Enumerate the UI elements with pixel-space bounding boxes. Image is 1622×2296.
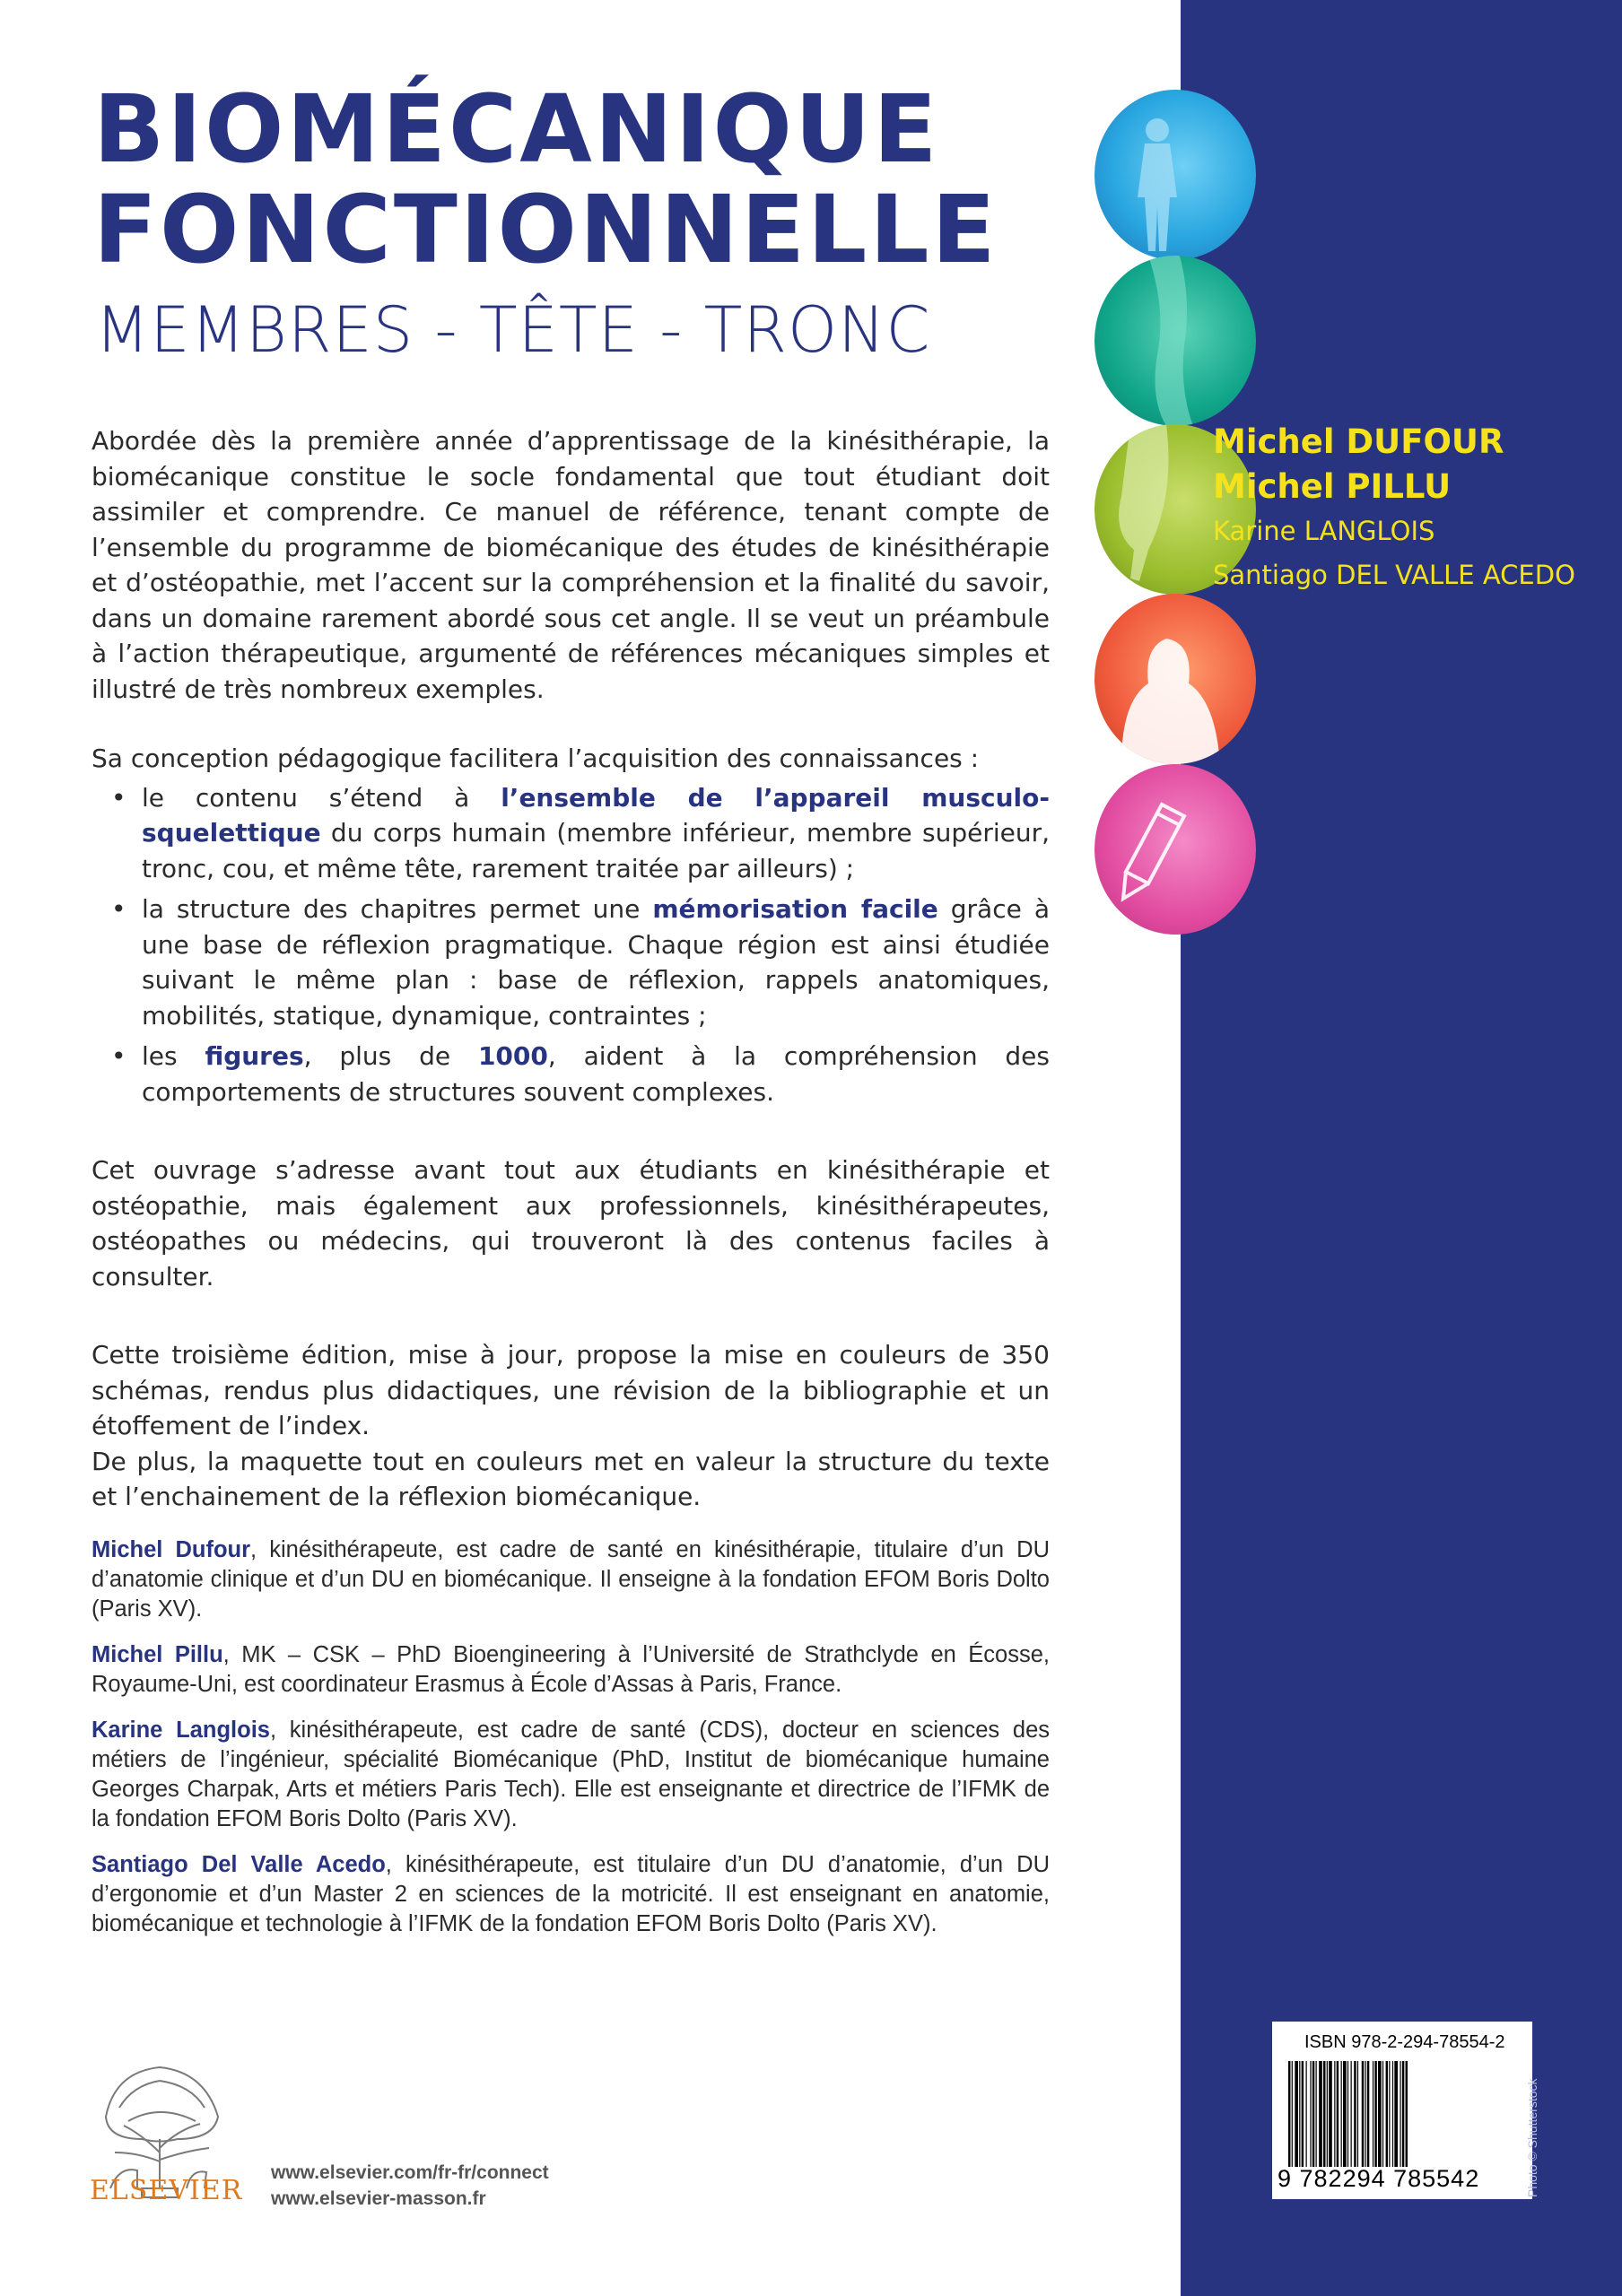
author-main: Michel DUFOUR xyxy=(1213,422,1504,461)
human-body-icon xyxy=(1094,90,1256,260)
description-paragraph-3: Cet ouvrage s’adresse avant tout aux étudiants en kinésithérapie et ostéopathie, mais également aux professionnels, kinésithérapeutes, ostéopathes ou médecins, qui trouveront là des contenus faciles à consulter. xyxy=(92,1155,1050,1292)
author-list xyxy=(1213,420,1575,597)
description xyxy=(92,423,1050,1515)
publisher-link[interactable]: www.elsevier.com/fr-fr/connect xyxy=(271,2162,549,2183)
book-title xyxy=(93,74,998,284)
bio-item: Michel Dufour, kinésithérapeute, est cadre de santé en kinésithérapie, titulaire d’un DU d’anatomie clinique et d’un DU en biomécanique. Il enseigne à la fondation EFOM Boris Dolto (Paris XV). xyxy=(92,1537,1051,1622)
author-main: Michel PILLU xyxy=(1213,467,1452,506)
barcode-box xyxy=(1272,2022,1532,2199)
pencil-circle-pink xyxy=(1094,764,1256,935)
feature-list xyxy=(92,780,1050,1110)
highlight: 1000 xyxy=(477,1041,548,1071)
head-icon xyxy=(1094,594,1256,764)
author-biographies xyxy=(92,1535,1050,1955)
isbn-label: ISBN 978-2-294-78554-2 xyxy=(1304,2032,1505,2052)
photo-credit: Photo © Shutterstock xyxy=(1525,2078,1539,2197)
bio-name: Michel Dufour xyxy=(92,1537,251,1562)
highlight: figures xyxy=(205,1041,304,1071)
author-secondary: Karine LANGLOIS xyxy=(1213,516,1435,546)
leg-icon xyxy=(1094,256,1256,426)
description-paragraph-4: Cette troisième édition, mise à jour, propose la mise en couleurs de 350 schémas, rendus plus didactiques, une révision de la bibliographie et un étoffement de l’index. xyxy=(92,1340,1050,1440)
title-line-2: FONCTIONNELLE xyxy=(93,175,998,284)
head-circle-orange xyxy=(1094,594,1256,764)
pencil-icon xyxy=(1094,764,1256,935)
description-paragraph-1: Abordée dès la première année d’apprentissage de la kinésithérapie, la biomécanique constitue le socle fondamental que tout étudiant doit assimiler et comprendre. Ce manuel de référence, tenant compte de l’ensemble du programme de biomécanique des études de kinésithérapie et d’ostéopathie, met l’accent sur la compréhension et la finalité du savoir, dans un domaine rarement abordé sous cet angle. Il se veut un préambule à l’action thérapeutique, argumenté de références mécaniques simples et illustré de très nombreux exemples. xyxy=(92,426,1050,704)
bio-name: Santiago Del Valle Acedo xyxy=(92,1852,386,1877)
ean-number: 9 782294 785542 xyxy=(1278,2165,1480,2192)
bio-name: Michel Pillu xyxy=(92,1642,223,1667)
bio-item: Santiago Del Valle Acedo, kinésithérapeute, est titulaire d’un DU d’anatomie, d’un DU d’ergonomie et d’un Master 2 en sciences de la motricité. Il est enseignant en anatomie, biomécanique et technologie à l’IFMK de la fondation EFOM Boris Dolto (Paris XV). xyxy=(92,1852,1050,1936)
description-paragraph-5: De plus, la maquette tout en couleurs met en valeur la structure du texte et l’enchainement de la réflexion biomécanique. xyxy=(92,1446,1050,1511)
author-secondary: Santiago DEL VALLE ACEDO xyxy=(1213,560,1575,590)
bio-item: Karine Langlois, kinésithérapeute, est cadre de santé (CDS), docteur en sciences des métiers de l’ingénieur, spécialité Biomécanique (PhD, Institut de biomécanique humaine Georges Charpak, Arts et métiers Paris Tech). Elle est enseignante et directrice de l’IFMK de la fondation EFOM Boris Dolto (Paris XV). xyxy=(92,1718,1051,1831)
barcode-icon xyxy=(1288,2061,1520,2167)
book-subtitle: MEMBRES - TÊTE - TRONC xyxy=(95,293,931,367)
bio-item: Michel Pillu, MK – CSK – PhD Bioengineering à l’Université de Strathclyde en Écosse, Royaume-Uni, est coordinateur Erasmus à École d’Assas à Paris, France. xyxy=(92,1642,1050,1697)
bio-name: Karine Langlois xyxy=(92,1718,270,1743)
leg-circle-teal xyxy=(1094,256,1256,426)
publisher-link[interactable]: www.elsevier-masson.fr xyxy=(271,2188,486,2209)
highlight: mémorisation facile xyxy=(652,894,938,924)
description-paragraph-2: Sa conception pédagogique facilitera l’acquisition des connaissances : xyxy=(92,744,980,773)
publisher-links xyxy=(271,2160,549,2212)
list-item: • la structure des chapitres permet une mémorisation facile grâce à une base de réflexion pragmatique. Chaque région est ainsi étudiée suivant le même plan : base de réflexion, rappels anatomiques, mobilités, statique, dynamique, contraintes ; xyxy=(142,891,1050,1033)
title-line-1: BIOMÉCANIQUE xyxy=(93,74,940,184)
list-item: • les figures, plus de 1000, aident à la compréhension des comportements de structures souvent complexes. xyxy=(142,1039,1050,1109)
highlight: l’ensemble de l’appareil musculo-squelettique xyxy=(142,782,1050,848)
elsevier-wordmark: ELSEVIER xyxy=(90,2175,243,2206)
thematic-circles xyxy=(1094,90,1184,951)
body-figure-circle-blue xyxy=(1094,90,1256,260)
list-item: • le contenu s’étend à l’ensemble de l’appareil musculo-squelettique du corps humain (membre inférieur, membre supérieur, tronc, cou, et même tête, rarement traitée par ailleurs) ; xyxy=(142,780,1050,887)
